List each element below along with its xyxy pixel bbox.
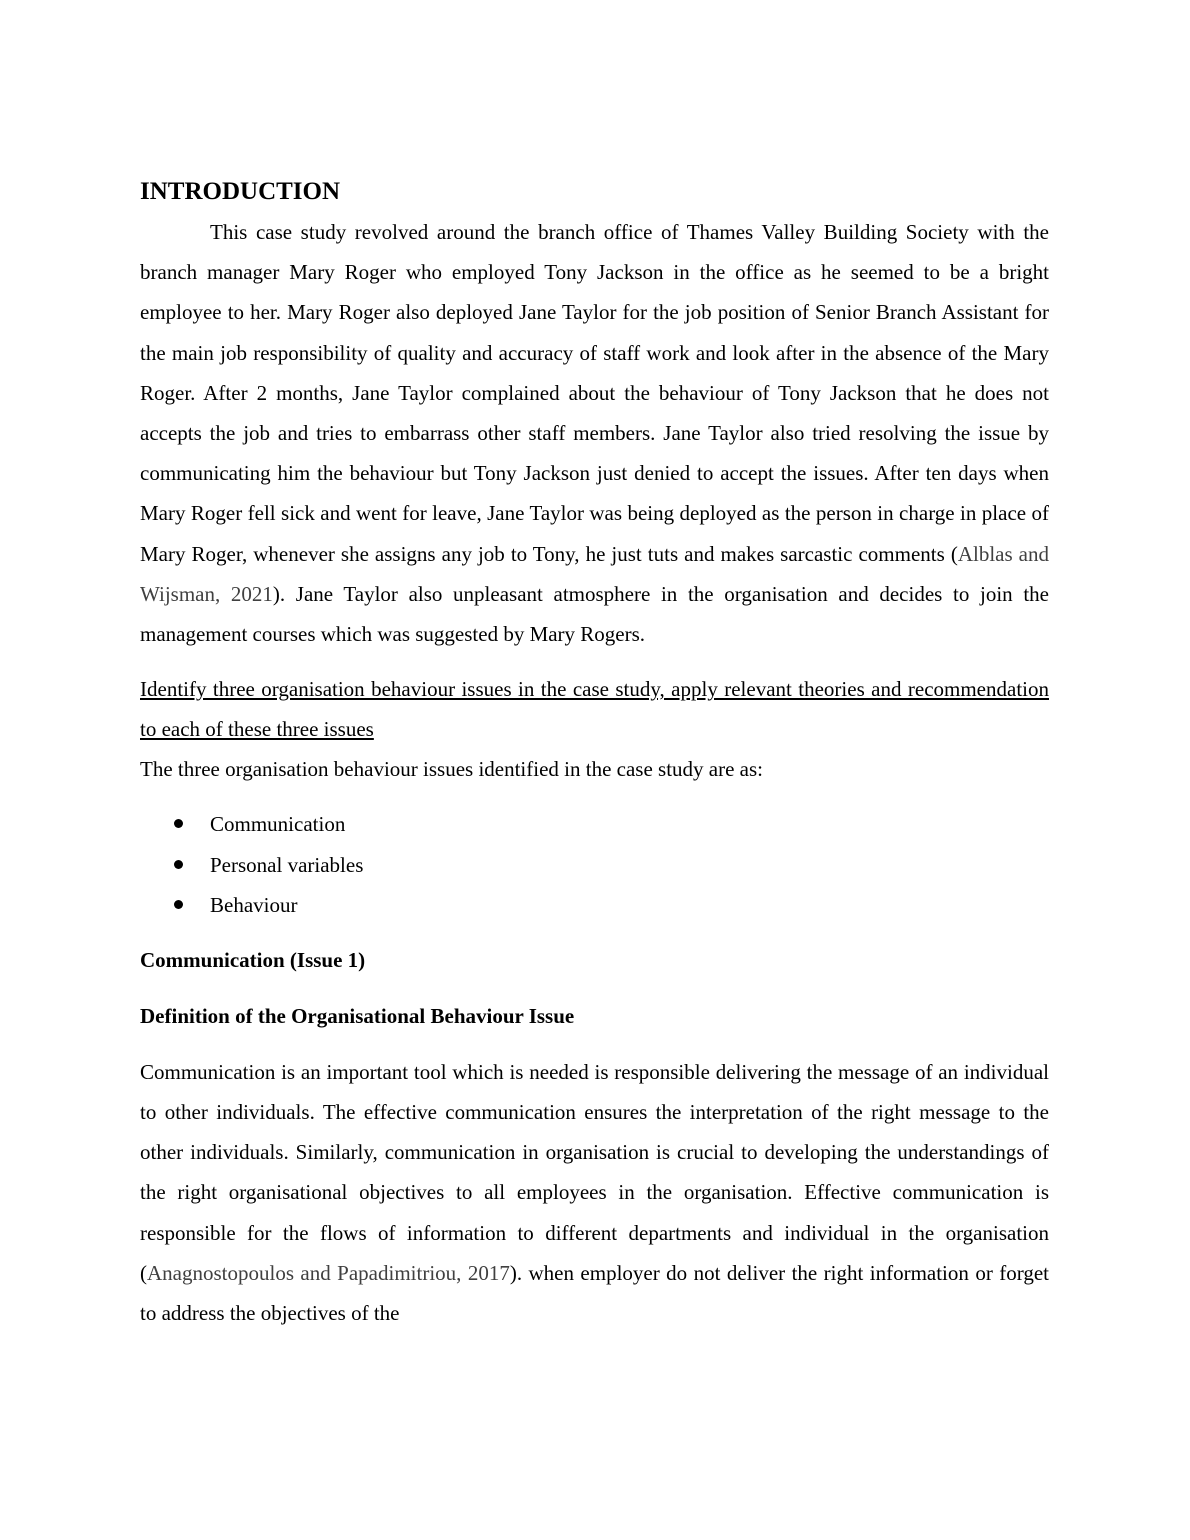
list-item [140, 885, 1049, 926]
list-item-label: Personal variables [210, 852, 364, 877]
intro-paragraph-text: This case study revolved around the branch office of Thames Valley Building Society with the branch manager Mary Roger who employed Tony Jackson in the office as he seemed to be a bright employee to her. Mary Roger also deployed Jane Taylor for the job position of Senior Branch Assistant for the main job responsibility of quality and accuracy of staff work and look after in the absence of the Mary Roger. After 2 months, Jane Taylor complained about the behaviour of Tony Jackson that he does not accepts the job and tries to embarrass other staff members. Jane Taylor also tried resolving the issue by communicating him the behaviour but Tony Jackson just denied to accept the issues. After ten days when Mary Roger fell sick and went for leave, Jane Taylor was being deployed as the person in charge in place of Mary Roger, whenever she assigns any job to Tony, he just tuts and makes sarcastic comments ( [140, 220, 1049, 566]
list-item [140, 845, 1049, 886]
document-page [140, 172, 1049, 1333]
bullet-icon [174, 860, 183, 869]
issues-list [140, 804, 1049, 926]
issue1-subheading: Definition of the Organisational Behaviour Issue [140, 1003, 575, 1028]
list-item-label: Communication [210, 812, 346, 837]
list-item [140, 804, 1049, 845]
issue1-citation: Anagnostopoulos and Papadimitriou, 2017 [147, 1260, 510, 1285]
issue1-paragraph [140, 1052, 1049, 1333]
question-title: Identify three organisation behaviour issues in the case study, apply relevant theories and recommendation to each of these three issues [140, 677, 1049, 742]
list-item-label: Behaviour [210, 893, 298, 918]
intro-heading: INTRODUCTION [140, 178, 341, 205]
question-lead: The three organisation behaviour issues identified in the case study are as: [140, 757, 764, 782]
issue1-heading: Communication (Issue 1) [140, 947, 366, 972]
intro-paragraph-end: ). Jane Taylor also unpleasant atmosphere in the organisation and decides to join the management courses which was suggested by Mary Rogers. [140, 581, 1049, 647]
intro-paragraph [140, 212, 1049, 654]
intro-citation: Alblas and Wijsman, 2021 [140, 541, 1050, 606]
issue1-paragraph-text: Communication is an important tool which is needed is responsible delivering the message of an individual to other individuals. The effective communication ensures the interpretation of the right message to the other individuals. Similarly, communication in organisation is crucial to developing the understandings of the right organisational objectives to all employees in the organisation. Effective communication is responsible for the flows of information to different departments and individual in the organisation ( [140, 1059, 1049, 1285]
bullet-icon [174, 900, 183, 909]
bullet-icon [174, 819, 183, 828]
issue1-paragraph-end: ). when employer do not deliver the right information or forget to address the objectives of the [140, 1260, 1049, 1325]
